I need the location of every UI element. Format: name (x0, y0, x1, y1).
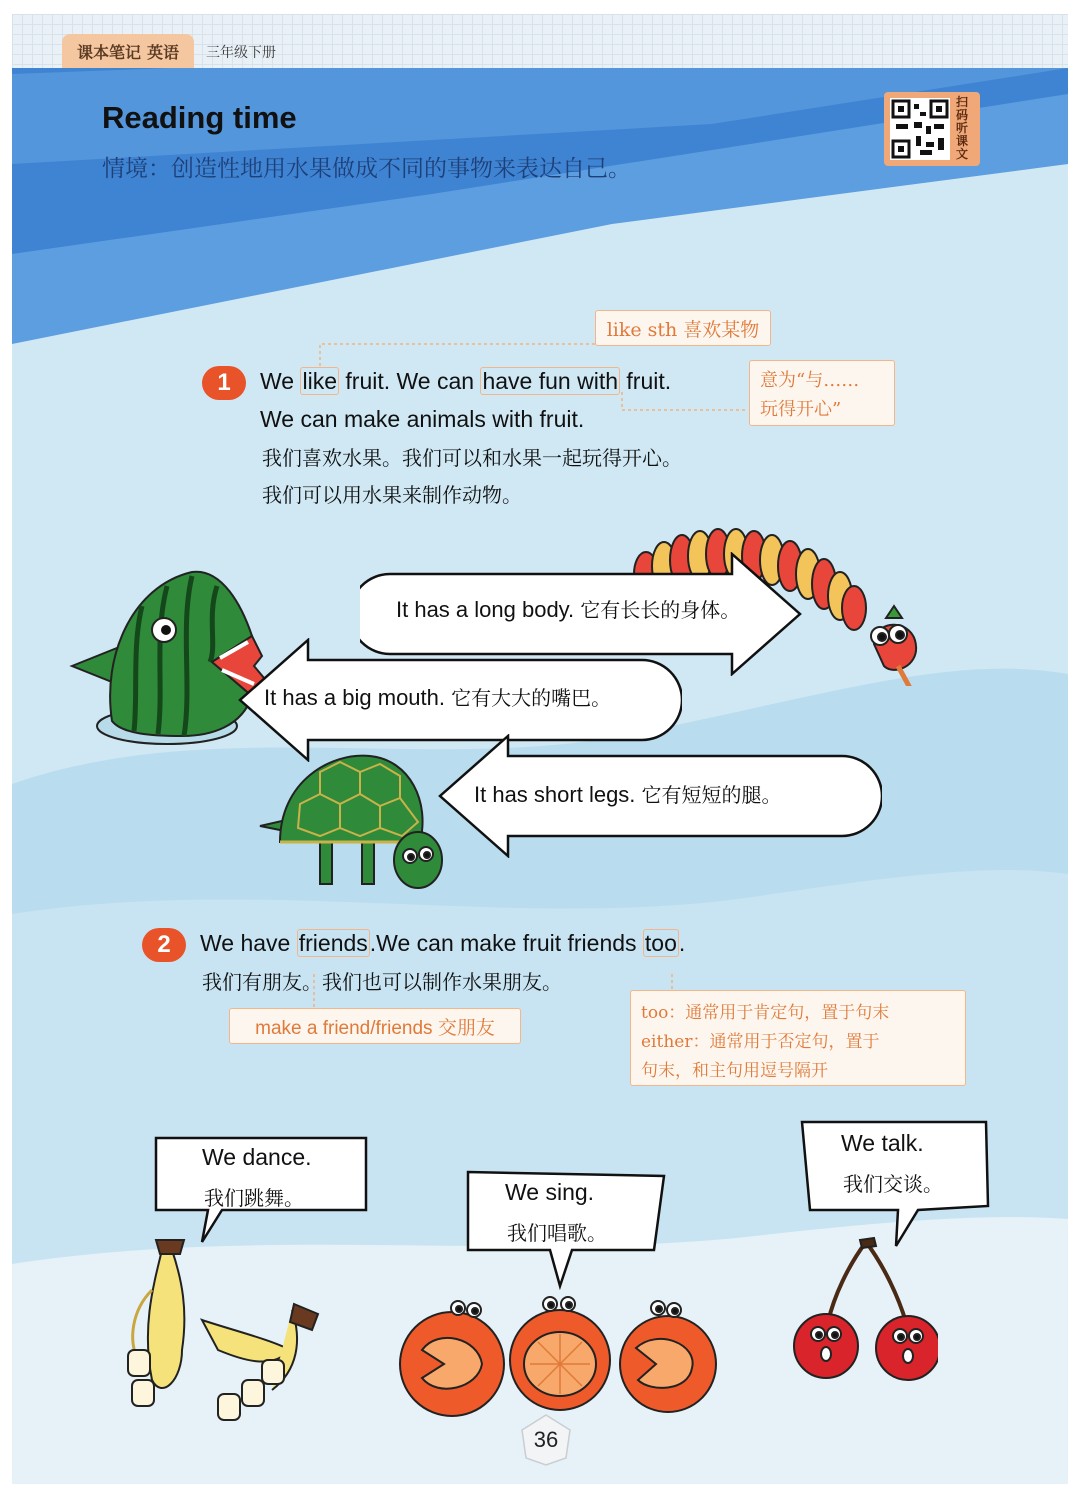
qr-label: 扫码听课文 (956, 95, 969, 161)
section-2-badge: 2 (142, 928, 186, 962)
orange-singers-illustration (398, 1288, 718, 1428)
arrow-1-zh: 它有长长的身体。 (580, 598, 741, 622)
banana-dancers-illustration (122, 1230, 342, 1430)
bubble-sing-en: We sing. (505, 1179, 595, 1205)
arrow-1-en: It has a long body. (396, 597, 575, 622)
watermelon-turtle-illustration (250, 732, 450, 892)
page-title: Reading time (102, 100, 297, 135)
arrow-2-text (264, 682, 611, 711)
note-too-either (630, 990, 966, 1086)
page-number: 36 (533, 1427, 559, 1452)
section-1-line-2: We can make animals with fruit. (260, 406, 585, 432)
note-make-friend-text: make a friend/friends 交朋友 (255, 1017, 495, 1039)
qr-icon (890, 98, 950, 160)
note-have-fun-line1: 意为“与…… (760, 370, 860, 391)
arrow-3-en: It has short legs. (474, 782, 636, 807)
s2-text-c: .We can make fruit friends (369, 930, 643, 956)
note-too-line3: 句末，和主句用逗号隔开 (641, 1061, 828, 1081)
note-have-fun-line2: 玩得开心” (760, 399, 842, 420)
section-1-badge: 1 (202, 366, 246, 400)
s1-text-c: fruit. We can (339, 368, 481, 394)
s2-text-e: . (678, 930, 686, 956)
section-1-zh-2: 我们可以用水果来制作动物。 (262, 483, 522, 507)
s2-text-a: We have (200, 930, 297, 956)
bubble-dance-zh: 我们跳舞。 (204, 1186, 304, 1210)
arrow-3-zh: 它有短短的腿。 (641, 783, 782, 807)
note-too-line1: too：通常用于肯定句，置于句末 (641, 1003, 890, 1023)
subject-name: 英语 (147, 42, 180, 62)
arrow-2-zh: 它有大大的嘴巴。 (451, 686, 612, 710)
note-make-friend (229, 1008, 521, 1044)
book-tag (62, 34, 194, 68)
section-2-zh-1: 我们有朋友。我们也可以制作水果朋友。 (202, 970, 562, 994)
qr-pattern (890, 98, 950, 160)
arrow-2-en: It has a big mouth. (264, 685, 445, 710)
section-2-line-1 (200, 930, 685, 957)
note-have-fun (749, 360, 895, 426)
s1-text-a: We (260, 368, 301, 394)
bubble-talk-en: We talk. (841, 1130, 924, 1156)
note-too-line2: either：通常用于否定句，置于 (641, 1032, 880, 1052)
page (12, 14, 1068, 1484)
section-1-line-1 (260, 368, 671, 395)
s2-highlight-too: too (644, 930, 677, 956)
header-bar (12, 14, 1068, 68)
bubble-sing-zh: 我们唱歌。 (507, 1221, 607, 1245)
bubble-talk-zh: 我们交谈。 (843, 1172, 943, 1196)
arrow-3-text (474, 779, 782, 808)
cherry-talkers-illustration (788, 1236, 938, 1386)
page-subtitle: 情境：创造性地用水果做成不同的事物来表达自己。 (102, 156, 631, 182)
s1-text-e: fruit. (620, 368, 672, 394)
s1-highlight-have-fun: have fun with (482, 368, 618, 394)
book-name: 课本笔记 (76, 42, 141, 62)
arrow-1-text (396, 594, 740, 623)
note-like-text: like sth 喜欢某物 (606, 318, 760, 341)
s2-highlight-friends: friends (298, 930, 368, 956)
s1-highlight-like: like (302, 368, 337, 394)
bubble-dance-en: We dance. (202, 1144, 312, 1170)
qr-code[interactable] (884, 92, 980, 166)
grade-label: 三年级下册 (206, 45, 276, 61)
section-1-zh-1: 我们喜欢水果。我们可以和水果一起玩得开心。 (262, 446, 682, 470)
